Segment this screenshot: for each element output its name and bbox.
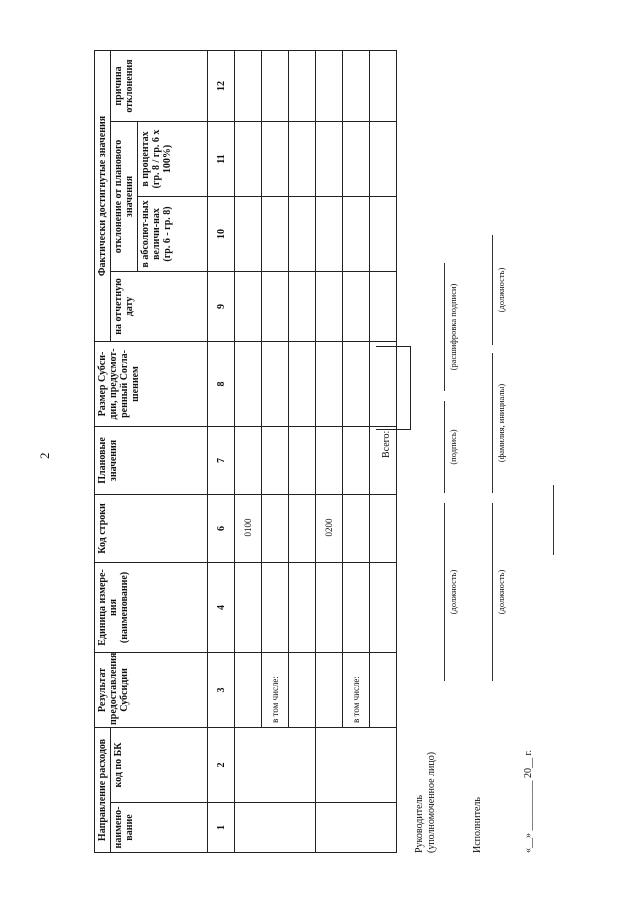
cell-planned xyxy=(262,426,289,494)
cell-pct xyxy=(235,121,262,196)
header-planned: Плановые значения xyxy=(95,426,208,494)
col-num: 2 xyxy=(208,727,235,802)
cell-unit xyxy=(370,562,397,652)
cell-reason xyxy=(262,50,289,121)
col-num: 7 xyxy=(208,426,235,494)
cell-on-date xyxy=(235,271,262,341)
col-num: 3 xyxy=(208,652,235,727)
cell-planned xyxy=(343,426,370,494)
cell-unit xyxy=(262,562,289,652)
col-num: 12 xyxy=(208,50,235,121)
cell-reason xyxy=(289,50,316,121)
header-on-date: на отчетную дату xyxy=(111,271,208,341)
cell-subsidy xyxy=(316,341,343,426)
report-table xyxy=(94,50,397,853)
header-bk-code: код по БК xyxy=(111,727,208,802)
cell-bk xyxy=(235,727,316,802)
total-label: Всего: xyxy=(381,430,392,458)
col-num: 11 xyxy=(208,121,235,196)
head-position-line xyxy=(444,503,445,681)
executor-label: Исполнитель xyxy=(472,797,483,853)
cell-name xyxy=(235,803,316,853)
cell-code xyxy=(370,494,397,562)
cell-abs xyxy=(316,196,343,271)
exec-position2-caption: (должность) xyxy=(496,267,506,313)
cell-abs xyxy=(235,196,262,271)
exec-extra-line xyxy=(553,485,554,555)
exec-name-caption: (фамилия, инициалы) xyxy=(496,383,506,463)
cell-unit xyxy=(289,562,316,652)
cell-on-date xyxy=(289,271,316,341)
exec-position-line xyxy=(492,503,493,681)
cell-abs xyxy=(343,196,370,271)
head-signature-caption: (подпись) xyxy=(448,429,458,465)
cell-reason xyxy=(316,50,343,121)
header-deviation: отклонение от планового значения xyxy=(111,121,138,271)
cell-abs xyxy=(289,196,316,271)
header-name: наимено-вание xyxy=(111,803,208,853)
cell-planned xyxy=(316,426,343,494)
cell-result xyxy=(289,652,316,727)
cell-on-date xyxy=(316,271,343,341)
cell-result: в том числе: xyxy=(262,652,289,727)
head-position-caption: (должность) xyxy=(448,569,458,615)
page-number: 2 xyxy=(37,452,52,459)
head-label: Руководитель xyxy=(414,794,425,853)
cell-result xyxy=(316,652,343,727)
cell-code xyxy=(262,494,289,562)
header-reason: причина отклонения xyxy=(111,50,208,121)
cell-reason xyxy=(343,50,370,121)
cell-pct xyxy=(289,121,316,196)
header-unit: Единица измере-ния (наименование) xyxy=(95,562,208,652)
cell-subsidy xyxy=(262,341,289,426)
cell-pct xyxy=(316,121,343,196)
total-box xyxy=(376,346,411,430)
cell-result xyxy=(235,652,262,727)
exec-name-line xyxy=(492,353,493,493)
cell-on-date xyxy=(343,271,370,341)
header-row-code: Код строки xyxy=(95,494,208,562)
cell-on-date xyxy=(370,271,397,341)
cell-abs xyxy=(262,196,289,271)
exec-position-caption: (должность) xyxy=(496,569,506,615)
header-actual: Фактически достигнутые значения xyxy=(95,50,111,341)
cell-code: 0100 xyxy=(235,494,262,562)
cell-result: в том числе: xyxy=(343,652,370,727)
cell-code xyxy=(343,494,370,562)
header-subsidy-size: Размер Субси-дии, предусмот-ренный Согла-шением xyxy=(95,341,208,426)
cell-abs xyxy=(370,196,397,271)
head-decode-line xyxy=(444,263,445,391)
cell-unit xyxy=(235,562,262,652)
col-num: 6 xyxy=(208,494,235,562)
cell-pct xyxy=(262,121,289,196)
col-num: 10 xyxy=(208,196,235,271)
header-direction: Направление расходов xyxy=(95,727,111,852)
col-num: 8 xyxy=(208,341,235,426)
col-num: 4 xyxy=(208,562,235,652)
cell-subsidy xyxy=(289,341,316,426)
cell-bk xyxy=(316,727,397,802)
col-num: 1 xyxy=(208,803,235,853)
head-signature-line xyxy=(444,401,445,493)
head-decode-caption: (расшифровка подписи) xyxy=(448,283,458,371)
cell-unit xyxy=(316,562,343,652)
cell-reason xyxy=(370,50,397,121)
cell-code: 0200 xyxy=(316,494,343,562)
cell-pct xyxy=(343,121,370,196)
cell-code xyxy=(289,494,316,562)
cell-result xyxy=(370,652,397,727)
cell-subsidy xyxy=(235,341,262,426)
header-result: Результат предоставления Субсидии xyxy=(95,652,208,727)
head-sublabel: (уполномоченное лицо) xyxy=(426,751,437,853)
cell-pct xyxy=(370,121,397,196)
header-abs: в абсолют-ных величи-нах (гр. 6 - гр. 8) xyxy=(138,196,208,271)
exec-position2-line xyxy=(492,235,493,345)
cell-planned xyxy=(235,426,262,494)
date-line: «__» __________ 20__ г. xyxy=(523,750,534,853)
cell-planned xyxy=(289,426,316,494)
cell-unit xyxy=(343,562,370,652)
col-num: 9 xyxy=(208,271,235,341)
cell-reason xyxy=(235,50,262,121)
cell-on-date xyxy=(262,271,289,341)
header-pct: в процентах (гр. 8 / гр. 6 x 100%) xyxy=(138,121,208,196)
cell-subsidy xyxy=(343,341,370,426)
cell-name xyxy=(316,803,397,853)
